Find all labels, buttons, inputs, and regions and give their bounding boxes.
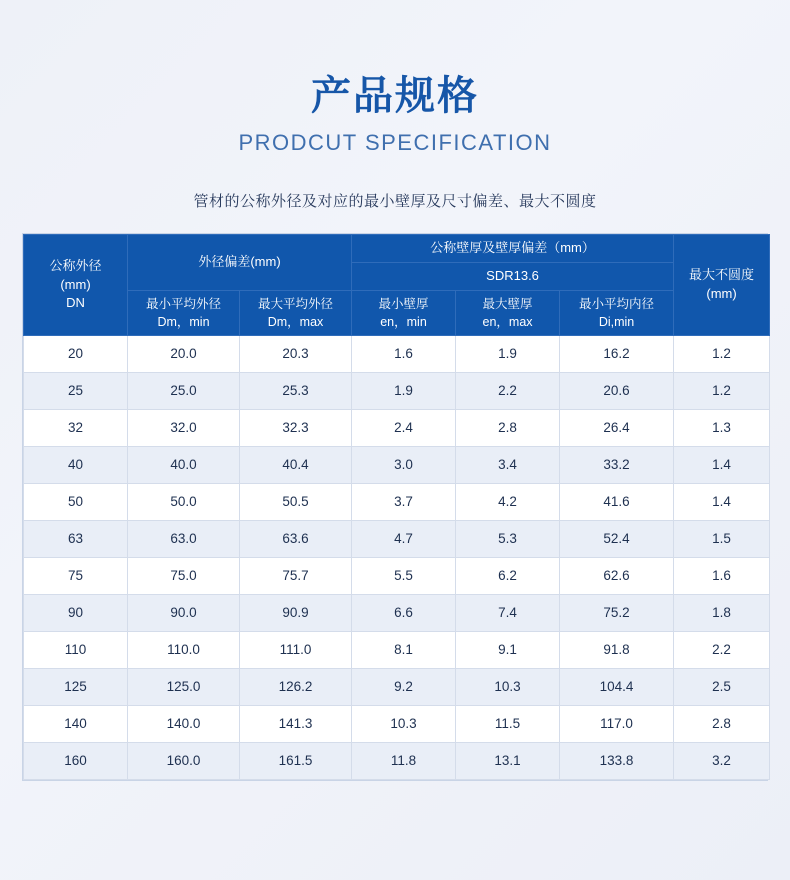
table-cell: 2.4 (352, 409, 456, 446)
header-group-sdr: SDR13.6 (352, 262, 674, 290)
table-cell: 160 (24, 742, 128, 779)
header-min-wall (352, 290, 456, 335)
page-header (0, 0, 790, 156)
table-cell: 40.4 (240, 446, 352, 483)
header-min-avg-id (560, 290, 674, 335)
header-row-3 (24, 290, 770, 335)
table-cell: 75.7 (240, 557, 352, 594)
header-min-avg-od-line1: 最小平均外径 (145, 296, 221, 311)
header-min-avg-od (128, 290, 240, 335)
table-cell: 91.8 (560, 631, 674, 668)
table-cell: 1.9 (352, 372, 456, 409)
table-row (24, 409, 770, 446)
header-row-1 (24, 235, 770, 263)
table-cell: 20.3 (240, 335, 352, 372)
header-max-avg-od-line1: 最大平均外径 (258, 296, 334, 311)
table-cell: 141.3 (240, 705, 352, 742)
table-cell: 4.7 (352, 520, 456, 557)
table-cell: 160.0 (128, 742, 240, 779)
table-cell: 1.8 (674, 594, 770, 631)
table-cell: 1.4 (674, 446, 770, 483)
table-cell: 10.3 (456, 668, 560, 705)
table-cell: 40.0 (128, 446, 240, 483)
table-cell: 2.2 (456, 372, 560, 409)
table-cell: 9.1 (456, 631, 560, 668)
table-row (24, 631, 770, 668)
table-caption: 管材的公称外径及对应的最小壁厚及尺寸偏差、最大不圆度 (193, 193, 597, 210)
header-ovality-line1: 最大不圆度 (689, 267, 755, 283)
table-cell: 40 (24, 446, 128, 483)
header-nominal-od (24, 235, 128, 336)
table-cell: 3.7 (352, 483, 456, 520)
table-cell: 50 (24, 483, 128, 520)
table-row (24, 520, 770, 557)
table-cell: 1.2 (674, 372, 770, 409)
table-cell: 140.0 (128, 705, 240, 742)
table-row (24, 742, 770, 779)
table-row (24, 594, 770, 631)
table-cell: 32 (24, 409, 128, 446)
header-ovality (674, 235, 770, 336)
table-cell: 13.1 (456, 742, 560, 779)
header-group-wall: 公称壁厚及壁厚偏差（mm） (352, 235, 674, 263)
table-cell: 140 (24, 705, 128, 742)
table-cell: 1.2 (674, 335, 770, 372)
table-cell: 9.2 (352, 668, 456, 705)
table-row (24, 483, 770, 520)
table-cell: 90.0 (128, 594, 240, 631)
table-cell: 104.4 (560, 668, 674, 705)
table-cell: 63 (24, 520, 128, 557)
header-min-wall-line2: en，min (380, 314, 427, 329)
page-title: 产品规格 (311, 74, 479, 118)
table-row (24, 372, 770, 409)
header-max-wall-line1: 最大壁厚 (482, 296, 533, 311)
table-head (24, 235, 770, 336)
table-cell: 2.8 (674, 705, 770, 742)
header-max-wall (456, 290, 560, 335)
table-cell: 63.6 (240, 520, 352, 557)
table-cell: 1.4 (674, 483, 770, 520)
table-cell: 6.2 (456, 557, 560, 594)
table-cell: 6.6 (352, 594, 456, 631)
table-cell: 117.0 (560, 705, 674, 742)
table-cell: 125.0 (128, 668, 240, 705)
table-cell: 25.0 (128, 372, 240, 409)
table-cell: 3.2 (674, 742, 770, 779)
header-min-wall-line1: 最小壁厚 (378, 296, 429, 311)
table-cell: 1.3 (674, 409, 770, 446)
table-cell: 8.1 (352, 631, 456, 668)
table-cell: 20 (24, 335, 128, 372)
header-ovality-line2: (mm) (706, 285, 737, 301)
page-subtitle-en: PRODCUT SPECIFICATION (238, 130, 552, 155)
header-max-avg-od-line2: Dm，max (267, 314, 324, 329)
header-nominal-od-line3: DN (66, 295, 85, 311)
table-cell: 32.3 (240, 409, 352, 446)
table-row (24, 668, 770, 705)
header-group-od-tolerance: 外径偏差(mm) (128, 235, 352, 291)
table-cell: 3.0 (352, 446, 456, 483)
table-cell: 41.6 (560, 483, 674, 520)
specification-table-wrapper (22, 233, 768, 781)
table-cell: 20.6 (560, 372, 674, 409)
header-min-avg-id-line2: Di,min (598, 314, 635, 329)
table-cell: 133.8 (560, 742, 674, 779)
header-nominal-od-line2: (mm) (60, 276, 91, 292)
table-body (24, 335, 770, 779)
table-cell: 126.2 (240, 668, 352, 705)
table-cell: 111.0 (240, 631, 352, 668)
table-cell: 110.0 (128, 631, 240, 668)
table-cell: 4.2 (456, 483, 560, 520)
table-cell: 11.5 (456, 705, 560, 742)
table-row (24, 335, 770, 372)
table-cell: 125 (24, 668, 128, 705)
header-max-wall-line2: en，max (482, 314, 533, 329)
table-cell: 90.9 (240, 594, 352, 631)
table-cell: 50.5 (240, 483, 352, 520)
table-cell: 110 (24, 631, 128, 668)
table-row (24, 557, 770, 594)
table-cell: 2.5 (674, 668, 770, 705)
table-cell: 2.2 (674, 631, 770, 668)
header-nominal-od-line1: 公称外径 (49, 257, 102, 273)
header-min-avg-id-line1: 最小平均内径 (579, 296, 655, 311)
table-row (24, 705, 770, 742)
table-cell: 161.5 (240, 742, 352, 779)
table-cell: 25.3 (240, 372, 352, 409)
table-cell: 62.6 (560, 557, 674, 594)
table-cell: 20.0 (128, 335, 240, 372)
table-cell: 3.4 (456, 446, 560, 483)
table-cell: 63.0 (128, 520, 240, 557)
table-cell: 90 (24, 594, 128, 631)
table-cell: 1.5 (674, 520, 770, 557)
table-cell: 5.3 (456, 520, 560, 557)
table-cell: 11.8 (352, 742, 456, 779)
table-cell: 2.8 (456, 409, 560, 446)
table-cell: 10.3 (352, 705, 456, 742)
table-cell: 1.6 (352, 335, 456, 372)
specification-table (23, 234, 770, 780)
table-row (24, 446, 770, 483)
table-cell: 7.4 (456, 594, 560, 631)
table-cell: 1.9 (456, 335, 560, 372)
table-cell: 26.4 (560, 409, 674, 446)
table-cell: 75.2 (560, 594, 674, 631)
table-cell: 32.0 (128, 409, 240, 446)
table-cell: 33.2 (560, 446, 674, 483)
header-min-avg-od-line2: Dm，min (157, 314, 210, 329)
table-cell: 1.6 (674, 557, 770, 594)
table-cell: 75.0 (128, 557, 240, 594)
table-cell: 52.4 (560, 520, 674, 557)
table-cell: 16.2 (560, 335, 674, 372)
header-max-avg-od (240, 290, 352, 335)
table-cell: 50.0 (128, 483, 240, 520)
table-cell: 25 (24, 372, 128, 409)
table-cell: 75 (24, 557, 128, 594)
table-cell: 5.5 (352, 557, 456, 594)
